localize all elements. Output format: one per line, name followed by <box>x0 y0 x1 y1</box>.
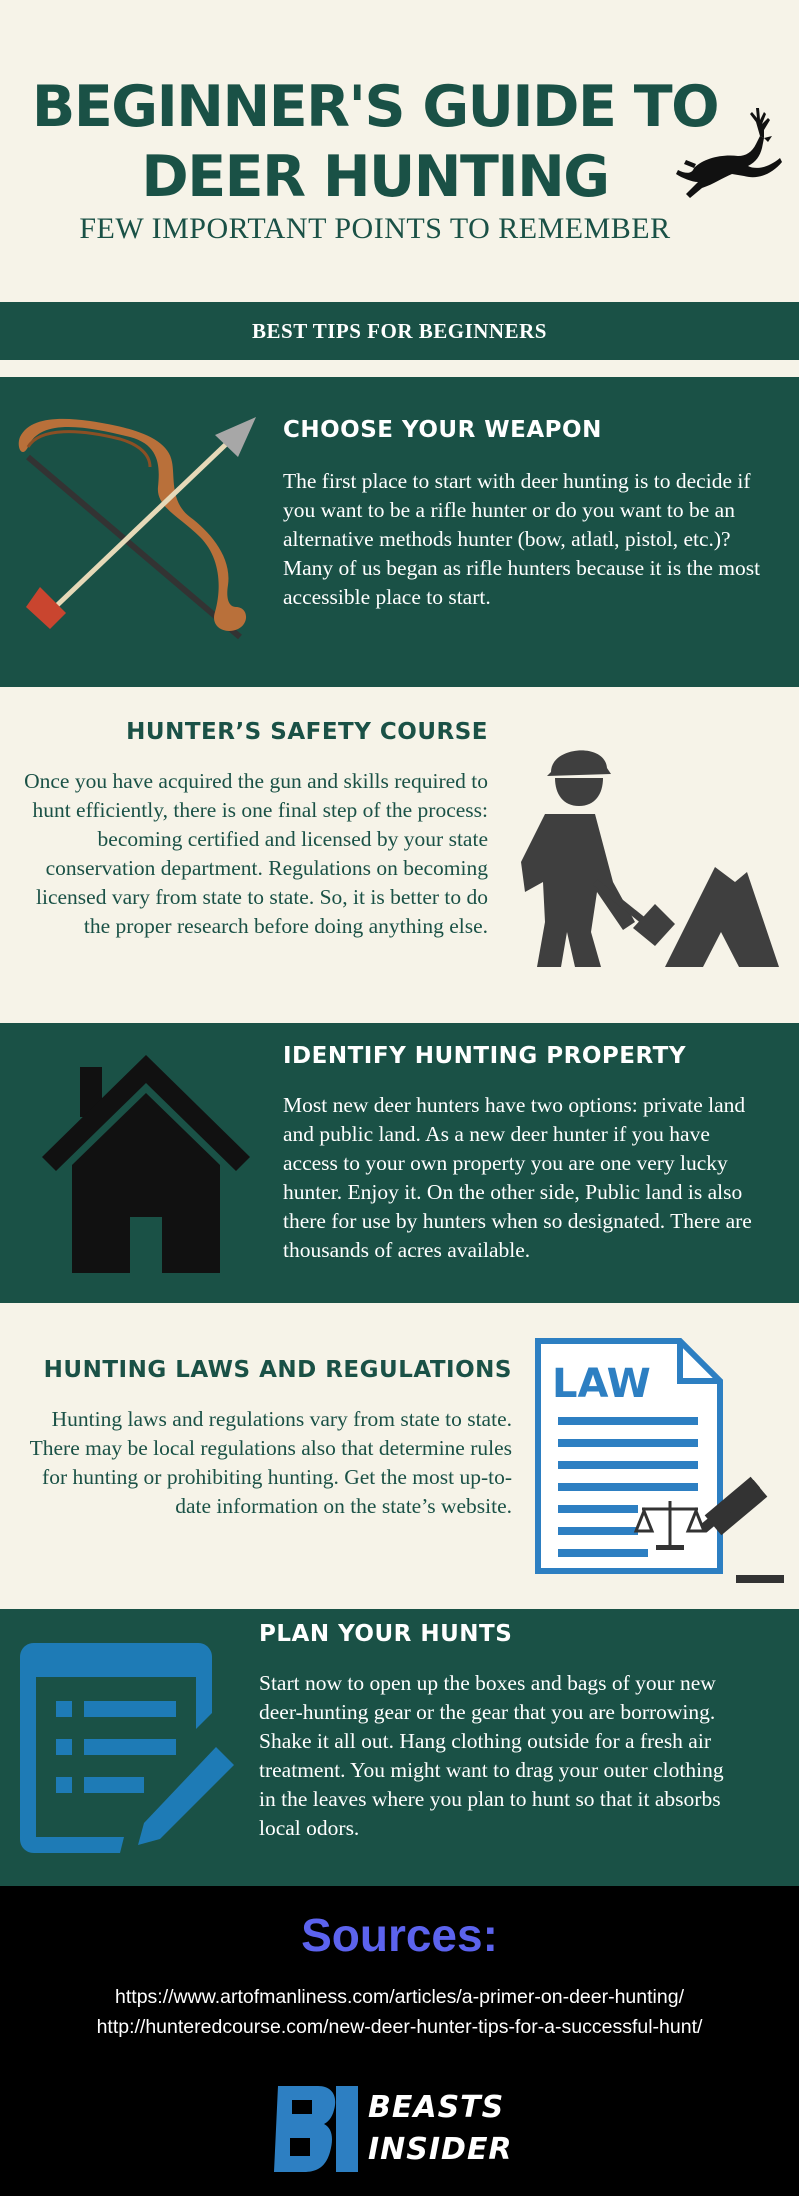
section-hunting-property <box>0 1023 799 1303</box>
logo-line-2: INSIDER <box>368 2132 513 2167</box>
source-link-2[interactable]: http://hunteredcourse.com/new-deer-hunter-tips-for-a-successful-hunt/ <box>96 2016 703 2038</box>
section-title: CHOOSE YOUR WEAPON <box>283 417 602 443</box>
title-line-1: BEGINNER'S GUIDE TO <box>31 74 719 140</box>
sources-title: Sources: <box>301 1909 498 1961</box>
page-subtitle: FEW IMPORTANT POINTS TO REMEMBER <box>79 212 671 245</box>
section-title: HUNTING LAWS AND REGULATIONS <box>43 1357 512 1383</box>
tips-banner: BEST TIPS FOR BEGINNERS <box>0 302 799 360</box>
section-title: IDENTIFY HUNTING PROPERTY <box>283 1043 686 1069</box>
worker-digging-icon <box>515 732 780 967</box>
bow-and-arrow-icon <box>10 407 260 647</box>
law-label: LAW <box>552 1361 651 1407</box>
section-text: Start now to open up the boxes and bags of your new deer-hunting gear or the gear that you are borrowing. Shake it all out. Hang clothing outside for a fresh air treatment. You might want to drag your outer clothing in the leaves where you plan to hunt so that it absorbs local odors. <box>259 1671 724 1840</box>
checklist-edit-icon <box>20 1643 236 1853</box>
section-title: HUNTER’S SAFETY COURSE <box>126 719 488 745</box>
house-icon <box>36 1047 256 1273</box>
law-document-icon <box>530 1335 790 1591</box>
title-line-2: DEER HUNTING <box>141 144 609 210</box>
section-text: Hunting laws and regulations vary from state to state. There may be local regulations also that determine rules for hunting or prohibiting hunting. Get the most up-to-date information on the state’s website. <box>29 1407 512 1518</box>
section-choose-weapon <box>0 377 799 687</box>
page-title <box>30 72 720 212</box>
header <box>0 0 799 300</box>
section-text: Once you have acquired the gun and skills required to hunt efficiently, there is one final step of the process: becoming certified and licensed by your state conservation department. Regulations on becoming licensed vary from state to state. So, it is better to do the proper research before doing anything else. <box>24 769 488 938</box>
section-hunting-laws <box>0 1303 799 1609</box>
beasts-insider-logo <box>272 2082 532 2190</box>
leaping-deer-icon <box>672 98 784 202</box>
bi-logo-icon <box>272 2082 364 2190</box>
section-text: The first place to start with deer hunting is to decide if you want to be a rifle hunter or do you want to be an alternative methods hunter (bow, atlatl, pistol, etc.)? Many of us began as rifle hunters because it is the most accessible place to start. <box>283 469 761 609</box>
section-title: PLAN YOUR HUNTS <box>259 1621 513 1647</box>
section-plan-hunts <box>0 1609 799 1886</box>
sources-footer <box>0 1886 799 2196</box>
section-text: Most new deer hunters have two options: private land and public land. As a new deer hunter if you have access to your own property you are one very lucky hunter. Enjoy it. On the other side, Public land is also there for use by hunters when so designated. There are thousands of acres available. <box>283 1093 752 1262</box>
logo-line-1: BEASTS <box>368 2090 505 2125</box>
source-link-1[interactable]: https://www.artofmanliness.com/articles/a-primer-on-deer-hunting/ <box>115 1986 684 2008</box>
section-safety-course <box>0 687 799 1023</box>
